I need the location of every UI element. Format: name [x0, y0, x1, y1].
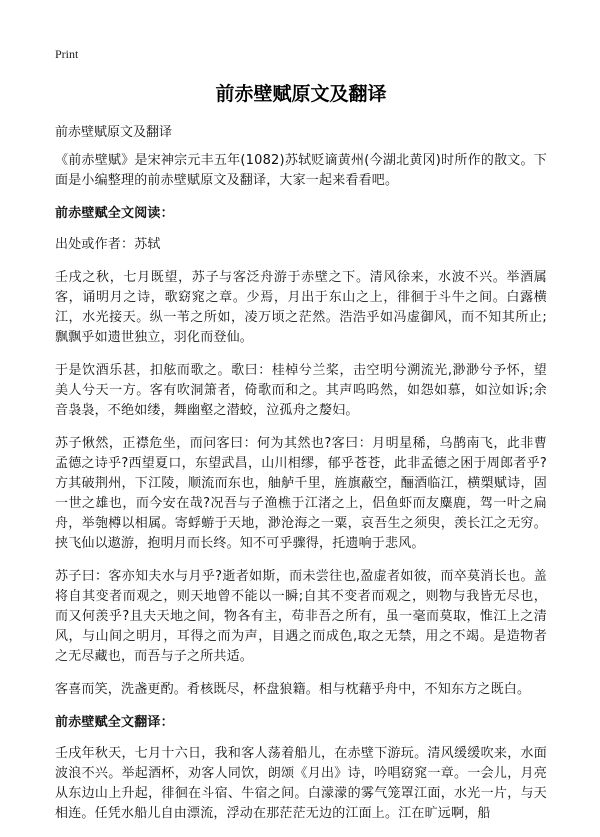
original-paragraph: 壬戌之秋，七月既望，苏子与客泛舟游于赤壁之下。清风徐来，水波不兴。举酒属客，诵明月之诗，歌窈窕之章。少焉，月出于东山之上，徘徊于斗牛之间。白露横江，水光接天。纵一苇之所如，凌万顷之茫然。浩浩乎如冯虚御风，而不知其所止;飘飘乎如遗世独立，羽化而登仙。: [55, 270, 547, 345]
print-link[interactable]: Print: [55, 47, 79, 61]
original-paragraph: 苏子曰：客亦知夫水与月乎?逝者如斯，而未尝往也,盈虚者如彼，而卒莫消长也。盖将自其变者而观之，则天地曾不能以一瞬;自其不变者而观之，则物与我皆无尽也，而又何羡乎?且夫天地之间，物各有主，苟非吾之所有，虽一毫而莫取，惟江上之清风，与山间之明月，耳得之而为声，目遇之而成色,取之无禁，用之不竭。是造物者之无尽藏也，而吾与子之所共适。: [55, 569, 547, 664]
translation-paragraph: 壬戌年秋天，七月十六日，我和客人荡着船儿，在赤壁下游玩。清风缓缓吹来，水面波浪不兴。举起酒杯，劝客人同饮，朗颂《月出》诗，吟唱窈窕一章。一会儿，月亮从东边山上升起，徘徊在斗宿、牛宿之间。白濛濛的雾气笼罩江面，水光一片，与天相连。任凭水船儿自由漂流，浮动在那茫茫无边的江面上。江在旷远啊，船: [55, 746, 547, 821]
intro-paragraph: 《前赤壁赋》是宋神宗元丰五年(1082)苏轼贬谪黄州(今湖北黄冈)时所作的散文。下面是小编整理的前赤壁赋原文及翻译，大家一起来看看吧。: [55, 153, 547, 188]
page-title: 前赤壁赋原文及翻译: [215, 83, 387, 105]
article-body: [55, 151, 547, 837]
article-subtitle: 前赤壁赋原文及翻译: [55, 125, 173, 140]
original-paragraph: 苏子愀然，正襟危坐，而问客曰：何为其然也?客曰：月明星稀，乌鹊南飞，此非曹孟德之诗乎?西望夏口，东望武昌，山川相缪，郁乎苍苍，此非孟德之困于周郎者乎?方其破荆州，下江陵，顺流而东也，舳舻千里，旌旗蔽空，酾酒临江，横槊赋诗，固一世之雄也，而今安在哉?况吾与子渔樵于江渚之上，侣鱼虾而友麋鹿，驾一叶之扁舟，举匏樽以相属。寄蜉蝣于天地，渺沧海之一粟，哀吾生之须臾，羡长江之无穷。挟飞仙以遨游，抱明月而长终。知不可乎骤得，托遗响于悲风。: [55, 436, 547, 551]
source-line: 出处或作者：苏轼: [55, 237, 161, 252]
translation-heading: 前赤壁赋全文翻译：: [55, 715, 174, 730]
original-paragraph: 于是饮酒乐甚，扣舷而歌之。歌曰：桂棹兮兰桨，击空明兮溯流光,渺渺兮予怀，望美人兮天一方。客有吹洞箫者，倚歌而和之。其声呜呜然，如怨如慕，如泣如诉;余音袅袅，不绝如缕，舞幽壑之潜蛟，泣孤舟之嫠妇。: [55, 363, 547, 418]
original-paragraph: 客喜而笑，洗盏更酌。肴核既尽，杯盘狼籍。相与枕藉乎舟中，不知东方之既白。: [55, 682, 531, 697]
original-text-heading: 前赤壁赋全文阅读：: [55, 206, 174, 221]
